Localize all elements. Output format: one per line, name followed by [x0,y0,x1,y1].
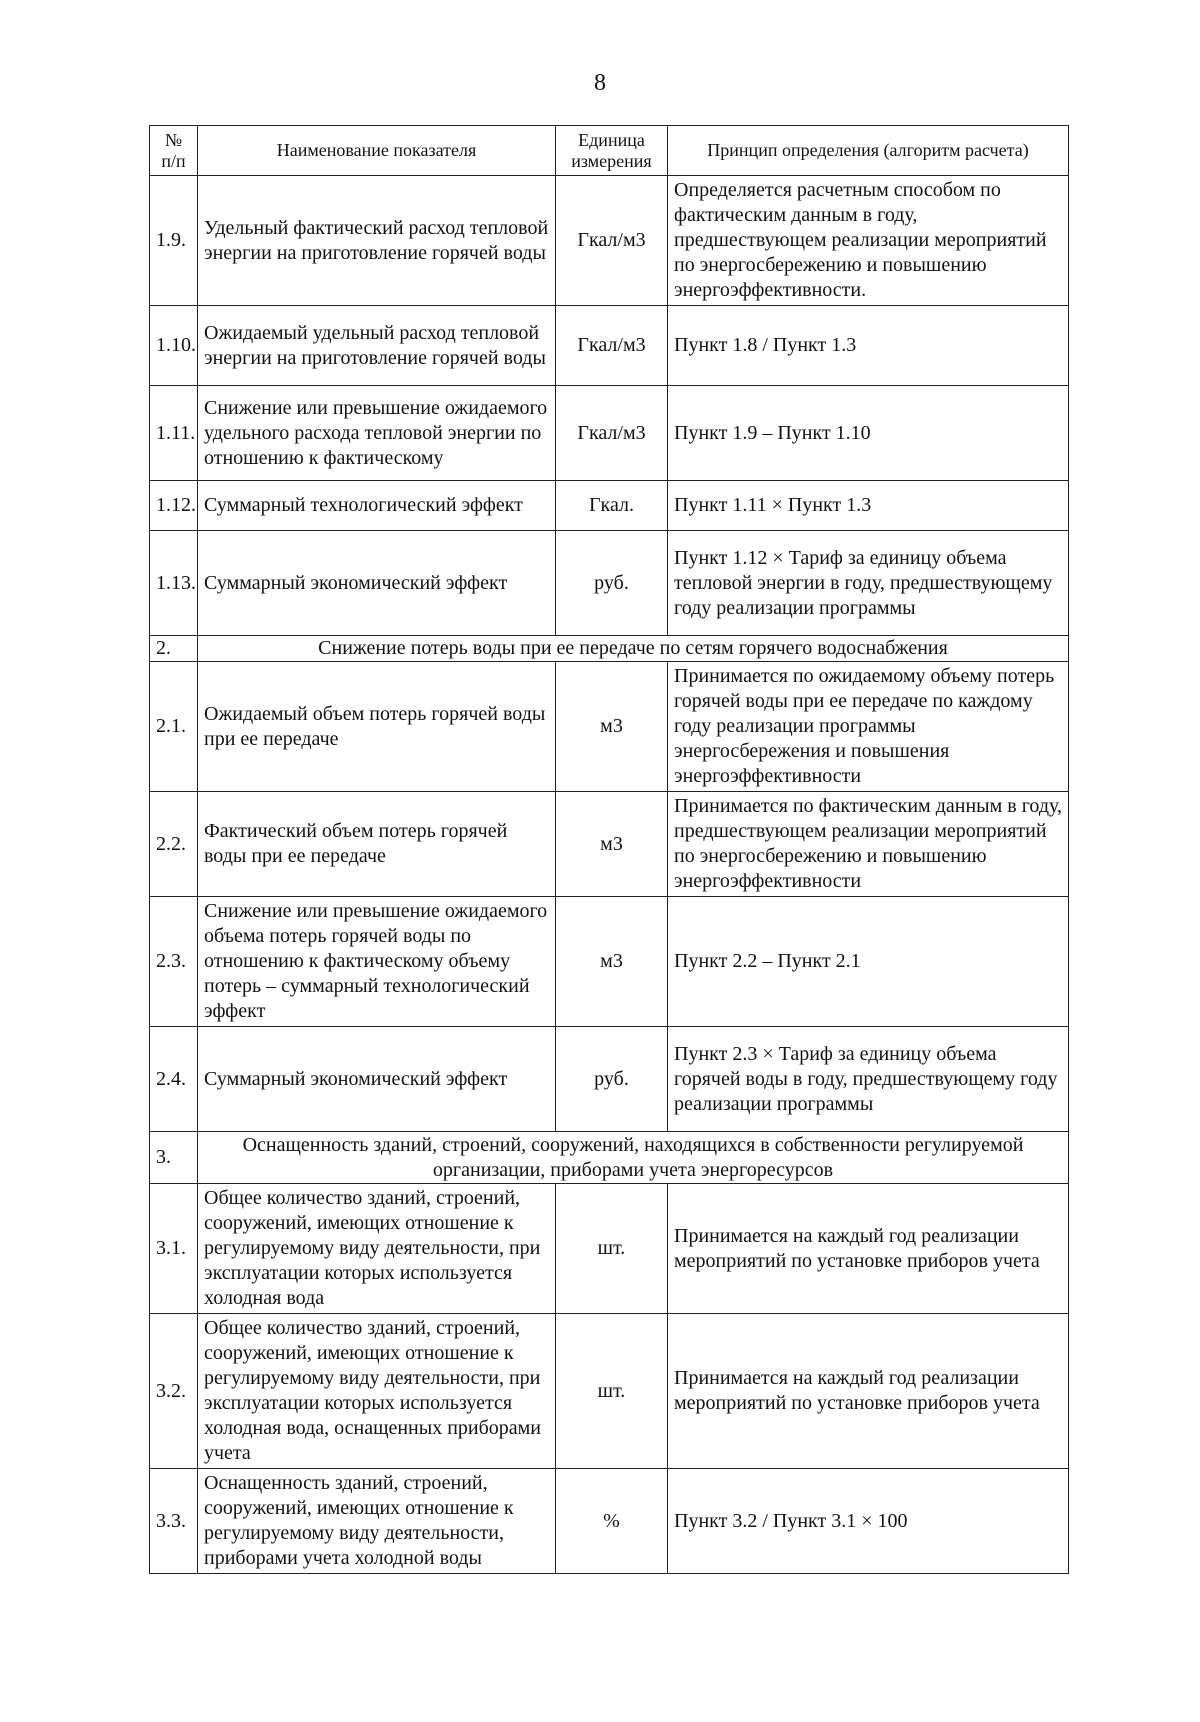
row-unit: Гкал/м3 [556,176,668,306]
row-num: 3.2. [150,1314,198,1469]
table-row [150,792,1069,897]
row-name: Оснащенность зданий, строений, сооружений, имеющих отношение к регулируемому виду деятельности, приборами учета холодной воды [198,1469,556,1574]
row-name: Удельный фактический расход тепловой энергии на приготовление горячей воды [198,176,556,306]
row-principle: Принимается по ожидаемому объему потерь горячей воды при ее передаче по каждому году реализации программы энергосбережения и повышения энергоэффективности [668,662,1069,792]
row-unit: % [556,1469,668,1574]
row-name: Снижение или превышение ожидаемого объема потерь горячей воды по отношению к фактическому объему потерь – суммарный технологический эффект [198,897,556,1027]
table-header-row [150,126,1069,176]
row-name: Суммарный экономический эффект [198,531,556,636]
table-row [150,1469,1069,1574]
header-unit: Единица измерения [556,126,668,176]
row-name: Снижение или превышение ожидаемого удельного расхода тепловой энергии по отношению к фактическому [198,386,556,481]
row-principle: Пункт 1.11 × Пункт 1.3 [668,481,1069,531]
table-body [150,176,1069,1574]
row-name: Суммарный технологический эффект [198,481,556,531]
row-unit: Гкал/м3 [556,306,668,386]
row-principle: Определяется расчетным способом по фактическим данным в году, предшествующем реализации мероприятий по энергосбережению и повышению энергоэффективности. [668,176,1069,306]
row-num: 1.12. [150,481,198,531]
row-principle: Пункт 1.12 × Тариф за единицу объема тепловой энергии в году, предшествующему году реализации программы [668,531,1069,636]
table-row [150,897,1069,1027]
row-principle: Принимается на каждый год реализации мероприятий по установке приборов учета [668,1314,1069,1469]
section-row [150,636,1069,662]
row-principle: Пункт 3.2 / Пункт 3.1 × 100 [668,1469,1069,1574]
row-num: 1.13. [150,531,198,636]
header-name: Наименование показателя [198,126,556,176]
row-unit: Гкал. [556,481,668,531]
table-row [150,1184,1069,1314]
table-row [150,386,1069,481]
row-num: 2.3. [150,897,198,1027]
row-num: 3.3. [150,1469,198,1574]
row-name: Общее количество зданий, строений, сооружений, имеющих отношение к регулируемому виду деятельности, при эксплуатации которых используется холодная вода [198,1184,556,1314]
section-title: Снижение потерь воды при ее передаче по сетям горячего водоснабжения [198,636,1069,662]
section-row [150,1132,1069,1184]
row-unit: м3 [556,662,668,792]
row-name: Фактический объем потерь горячей воды при ее передаче [198,792,556,897]
row-num: 1.11. [150,386,198,481]
table-row [150,662,1069,792]
row-unit: шт. [556,1184,668,1314]
row-principle: Пункт 2.3 × Тариф за единицу объема горячей воды в году, предшествующему году реализации программы [668,1027,1069,1132]
table-row [150,1027,1069,1132]
row-principle: Принимается по фактическим данным в году, предшествующем реализации мероприятий по энергосбережению и повышению энергоэффективности [668,792,1069,897]
row-unit: м3 [556,792,668,897]
table-row [150,1314,1069,1469]
row-unit: Гкал/м3 [556,386,668,481]
row-unit: руб. [556,531,668,636]
row-num: 2.1. [150,662,198,792]
row-name: Суммарный экономический эффект [198,1027,556,1132]
row-num: 3.1. [150,1184,198,1314]
row-name: Ожидаемый объем потерь горячей воды при ее передаче [198,662,556,792]
row-num: 2.2. [150,792,198,897]
row-principle: Принимается на каждый год реализации мероприятий по установке приборов учета [668,1184,1069,1314]
row-name: Общее количество зданий, строений, сооружений, имеющих отношение к регулируемому виду деятельности, при эксплуатации которых используется холодная вода, оснащенных приборами учета [198,1314,556,1469]
table-row [150,481,1069,531]
row-unit: шт. [556,1314,668,1469]
row-num: 1.10. [150,306,198,386]
section-title: Оснащенность зданий, строений, сооружений, находящихся в собственности регулируемой организации, приборами учета энергоресурсов [198,1132,1069,1184]
row-principle: Пункт 1.8 / Пункт 1.3 [668,306,1069,386]
row-principle: Пункт 2.2 – Пункт 2.1 [668,897,1069,1027]
table-row [150,306,1069,386]
row-name: Ожидаемый удельный расход тепловой энергии на приготовление горячей воды [198,306,556,386]
indicators-table [149,125,1069,1574]
row-num: 1.9. [150,176,198,306]
section-num: 3. [150,1132,198,1184]
header-principle: Принцип определения (алгоритм расчета) [668,126,1069,176]
header-num: № п/п [150,126,198,176]
table-row [150,531,1069,636]
page-number: 8 [594,70,606,96]
table-row [150,176,1069,306]
row-unit: руб. [556,1027,668,1132]
row-num: 2.4. [150,1027,198,1132]
section-num: 2. [150,636,198,662]
row-principle: Пункт 1.9 – Пункт 1.10 [668,386,1069,481]
row-unit: м3 [556,897,668,1027]
